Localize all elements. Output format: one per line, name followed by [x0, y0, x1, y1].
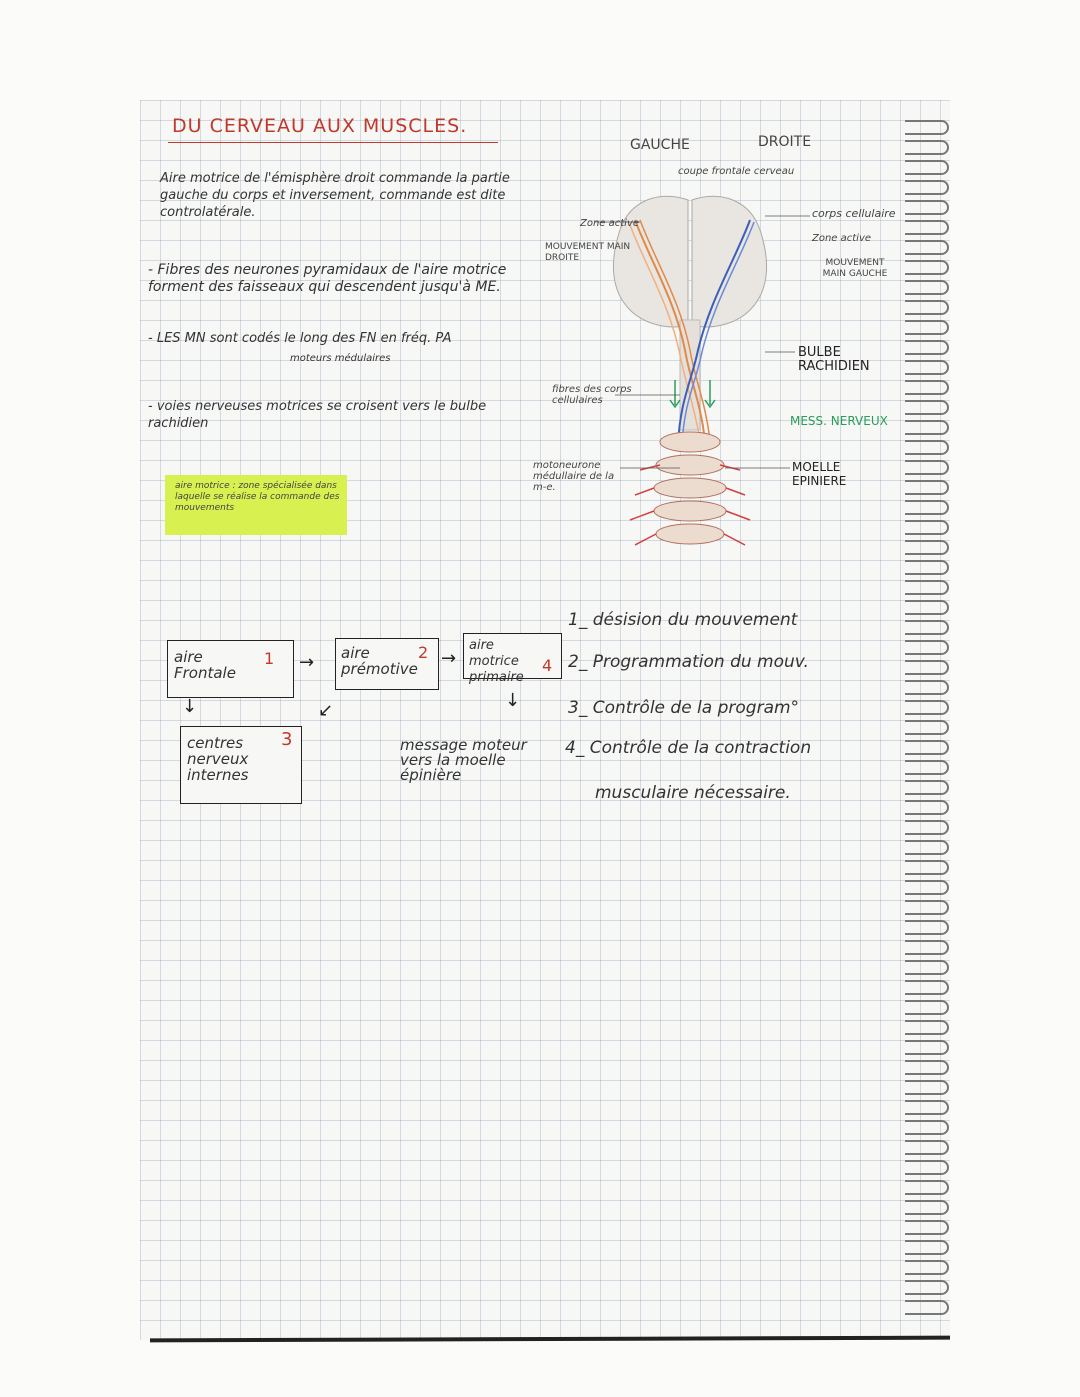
- highlight-note: [165, 475, 347, 535]
- spiral-ring: [905, 720, 949, 735]
- diagram-left-header: GAUCHE: [630, 137, 690, 153]
- spiral-ring: [905, 140, 949, 155]
- aire-premotive-label: aire prémotive: [341, 644, 418, 678]
- spiral-ring: [905, 400, 949, 415]
- box-aire-motrice: [463, 633, 562, 685]
- spiral-ring: [905, 340, 949, 355]
- centres-number: 3: [281, 729, 293, 750]
- spiral-ring: [905, 1160, 949, 1175]
- brain-right-hemisphere: [692, 196, 767, 327]
- spiral-ring: [905, 1020, 949, 1035]
- arrow-diag: ↙: [318, 700, 334, 721]
- mouvement-main-gauche: MOUVEMENT MAIN GAUCHE: [822, 258, 888, 279]
- arrow-down-2: ↓: [505, 690, 521, 711]
- spiral-ring: [905, 1040, 949, 1055]
- spiral-ring: [905, 1240, 949, 1255]
- arrow-right-1: →: [299, 652, 315, 673]
- spiral-ring: [905, 900, 949, 915]
- spiral-ring: [905, 240, 949, 255]
- spiral-ring: [905, 700, 949, 715]
- spiral-ring: [905, 460, 949, 475]
- intro-text: Aire motrice de l'émisphère droit commande la partie gauche du corps et inversement, commande est dite controlatérale.: [160, 171, 510, 220]
- bulbe-label: BULBE RACHIDIEN: [798, 345, 870, 374]
- spiral-ring: [905, 1100, 949, 1115]
- spiral-ring: [905, 580, 949, 595]
- corps-cellulaire-label: corps cellulaire: [812, 207, 896, 220]
- spiral-ring: [905, 320, 949, 335]
- step-1: 1_ désision du mouvement: [568, 610, 798, 630]
- spiral-ring: [905, 560, 949, 575]
- spiral-ring: [905, 220, 949, 235]
- spiral-ring: [905, 200, 949, 215]
- spiral-ring: [905, 1220, 949, 1235]
- diagram-right-header: DROITE: [758, 134, 812, 150]
- spiral-ring: [905, 1260, 949, 1275]
- spiral-ring: [905, 1000, 949, 1015]
- spiral-ring: [905, 360, 949, 375]
- spiral-ring: [905, 600, 949, 615]
- spiral-ring: [905, 740, 949, 755]
- spiral-ring: [905, 420, 949, 435]
- step-2: 2_ Programmation du mouv.: [568, 652, 809, 672]
- moelle-label: MOELLE EPINIERE: [792, 460, 847, 488]
- highlight-note-text: aire motrice : zone spécialisée dans laquelle se réalise la commande des mouvements: [175, 481, 340, 513]
- spiral-ring: [905, 680, 949, 695]
- spiral-ring: [905, 980, 949, 995]
- bullet-voies: - voies nerveuses motrices se croisent vers le bulbe rachidien: [148, 399, 487, 431]
- spiral-ring: [905, 1060, 949, 1075]
- spiral-ring: [905, 760, 949, 775]
- spiral-ring: [905, 480, 949, 495]
- box-centres: [180, 726, 302, 804]
- centres-label: centres nerveux internes: [187, 734, 249, 784]
- bullet-mn: - LES MN sont codés le long des FN en fréq. PA: [148, 331, 452, 346]
- aire-motrice-label: aire motrice primaire: [469, 638, 524, 685]
- bullet-fibres: - Fibres des neurones pyramidaux de l'aire motrice forment des faisseaux qui descendent jusqu'à ME.: [148, 262, 507, 295]
- spiral-ring: [905, 960, 949, 975]
- page-title: DU CERVEAU AUX MUSCLES.: [172, 115, 468, 137]
- motoneurone-label: motoneurone médullaire de la m-e.: [533, 460, 615, 493]
- spiral-ring: [905, 820, 949, 835]
- spiral-ring: [905, 780, 949, 795]
- spiral-ring: [905, 180, 949, 195]
- spiral-ring: [905, 500, 949, 515]
- spiral-ring: [905, 940, 949, 955]
- aire-frontale-label: aire Frontale: [174, 648, 236, 682]
- spiral-ring: [905, 660, 949, 675]
- spiral-ring: [905, 840, 949, 855]
- mouvement-main-droite: MOUVEMENT MAIN DROITE: [545, 242, 631, 263]
- spiral-ring: [905, 1280, 949, 1295]
- zone-active-left: Zone active: [580, 218, 640, 229]
- arrow-down-1: ↓: [182, 696, 198, 717]
- spiral-ring: [905, 800, 949, 815]
- spiral-ring: [905, 860, 949, 875]
- box-aire-premotive: [335, 638, 439, 690]
- spiral-ring: [905, 640, 949, 655]
- spiral-ring: [905, 160, 949, 175]
- aire-frontale-number: 1: [264, 649, 275, 668]
- step-4-cont: musculaire nécessaire.: [595, 783, 791, 803]
- spiral-ring: [905, 920, 949, 935]
- arrow-right-2: →: [441, 648, 457, 669]
- spiral-ring: [905, 1180, 949, 1195]
- title-underline: [168, 142, 498, 143]
- message-moteur: message moteur vers la moelle épinière: [400, 736, 527, 784]
- spiral-ring: [905, 260, 949, 275]
- spiral-ring: [905, 880, 949, 895]
- spiral-ring: [905, 1080, 949, 1095]
- brain-caption: coupe frontale cerveau: [678, 166, 795, 177]
- aire-motrice-number: 4: [542, 656, 553, 675]
- spiral-ring: [905, 620, 949, 635]
- spiral-ring: [905, 380, 949, 395]
- spiral-ring: [905, 1140, 949, 1155]
- fibres-label: fibres des corps cellulaires: [552, 384, 632, 406]
- spine: [654, 432, 726, 544]
- aire-premotive-number: 2: [418, 643, 429, 662]
- zone-active-right: Zone active: [812, 233, 872, 244]
- spiral-ring: [905, 1200, 949, 1215]
- spiral-ring: [905, 300, 949, 315]
- step-3: 3_ Contrôle de la program°: [568, 698, 800, 718]
- spiral-ring: [905, 520, 949, 535]
- step-4: 4_ Contrôle de la contraction: [565, 738, 812, 758]
- spiral-binding: [905, 120, 965, 1340]
- spiral-ring: [905, 280, 949, 295]
- box-aire-frontale: [167, 640, 294, 698]
- mess-nerveux-label: MESS. NERVEUX: [790, 414, 888, 428]
- spiral-ring: [905, 540, 949, 555]
- spiral-ring: [905, 440, 949, 455]
- spiral-ring: [905, 1300, 949, 1315]
- spiral-ring: [905, 120, 949, 135]
- bullet-mn-sub: moteurs médulaires: [290, 353, 391, 364]
- spiral-ring: [905, 1120, 949, 1135]
